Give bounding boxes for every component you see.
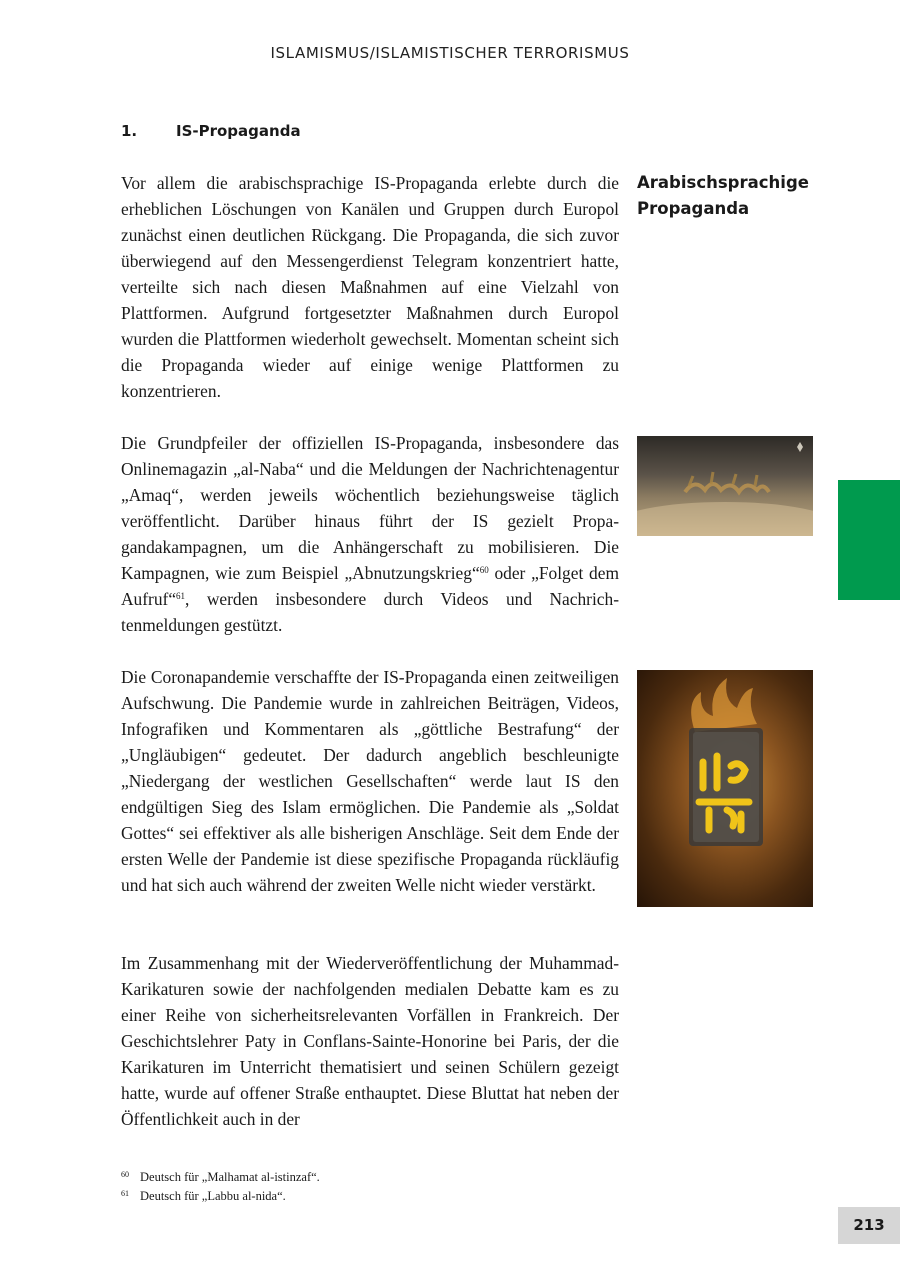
margin-note-line2: Propaganda [637, 199, 750, 218]
section-heading [121, 122, 301, 140]
paragraph-2-part-a: Die Grundpfeiler der offiziellen IS-Propaganda, insbesondere das Onlinemagazin „al-Naba“ und die Meldungen der Nachrichtenagentur „Amaq“, werden jeweils wöchentlich beziehungsweise täglich veröffentlicht. Darüber hinaus führt der IS gezielt Propagandakampagnen, um die Anhängerschaft zu mobilisieren. Die Kampagnen, wie zum Beispiel „Abnutzungskrieg“ [121, 433, 619, 583]
footnote-60 [121, 1168, 621, 1187]
paragraph-4 [121, 950, 619, 1132]
paragraph-1 [121, 170, 619, 404]
paragraph-2-part-c: , werden insbesondere durch Videos und Nachrichtenmeldungen gestützt. [121, 589, 619, 635]
footnote-number: 60 [121, 1170, 129, 1179]
footnote-ref-60[interactable]: 60 [479, 565, 489, 575]
footnote-text: Deutsch für „Malhamat al-istinzaf“. [140, 1170, 320, 1184]
section-number: 1. [121, 122, 138, 140]
logo-mark-icon [797, 442, 803, 452]
video-still-image [637, 436, 813, 536]
paragraph-3-text: Die Coronapandemie verschaffte der IS-Propaganda einen zeitweiligen Aufschwung. Die Pandemie wurde in zahlreichen Beiträgen, Videos, Infografiken und Kommentaren als „göttliche Bestrafung“ der „Ungläubigen“ gedeutet. Der dadurch angeblich beschleunigte „Niedergang der westlichen Gesellschaften“ werde laut IS den endgültigen Sieg des Islam ermöglichen. Die Pandemie als „Soldat Gottes“ sei effektiver als alle bisherigen Anschläge. Seit dem Ende der ersten Welle der Pandemie ist diese spezifische Propaganda rückläufig und hat sich auch während der zweiten Welle nicht wieder verstärkt. [121, 667, 619, 895]
running-header: ISLAMISMUS/ISLAMISTISCHER TERRORISMUS [270, 44, 630, 62]
footnote-61 [121, 1187, 621, 1206]
flames-icon [691, 678, 757, 732]
chapter-tab-marker [838, 480, 900, 600]
section-title: IS-Propaganda [176, 122, 301, 140]
paragraph-4-text: Im Zusammenhang mit der Wiederveröffentlichung der Muhammad-Karikaturen sowie der nachfolgenden medialen Debatte kam es zu einer Reihe von sicherheitsrelevanten Vorfällen in Frankreich. Der Geschichtslehrer Paty in Conflans-Sainte-Honorine bei Paris, der die Karikaturen im Unterricht thematisiert und seinen Schülern gezeigt hatte, wurde auf offener Straße enthauptet. Diese Bluttat hat neben der Öffentlichkeit auch in der [121, 953, 619, 1129]
paragraph-2-text [121, 430, 619, 638]
footnote-number: 61 [121, 1189, 129, 1198]
paragraph-2-part-b: oder „Folget dem Aufruf“ [121, 563, 619, 609]
paragraph-2 [121, 430, 619, 638]
footnotes [121, 1168, 621, 1206]
paragraph-3 [121, 664, 619, 898]
campaign-poster-image [637, 670, 813, 907]
margin-note [637, 170, 817, 222]
footnote-text: Deutsch für „Labbu al-nida“. [140, 1189, 286, 1203]
paragraph-1-text: Vor allem die arabischsprachige IS-Propaganda erlebte durch die erheblichen Löschungen von Kanälen und Gruppen durch Europol zunächst einen deutlichen Rückgang. Die Propaganda, die sich zuvor überwiegend auf den Messengerdienst Telegram konzentriert hatte, verteilte sich nach diesen Maßnahmen auf eine Vielzahl von Plattformen. Aufgrund fortgesetzter Maßnahmen durch Europol wurden die Plattformen wiederholt gewechselt. Momentan scheint sich die Propaganda wieder auf einige wenige Plattformen zu konzentrieren. [121, 173, 619, 401]
page-number: 213 [838, 1207, 900, 1244]
footnote-ref-61[interactable]: 61 [176, 591, 186, 601]
margin-note-line1: Arabischsprachige [637, 173, 809, 192]
